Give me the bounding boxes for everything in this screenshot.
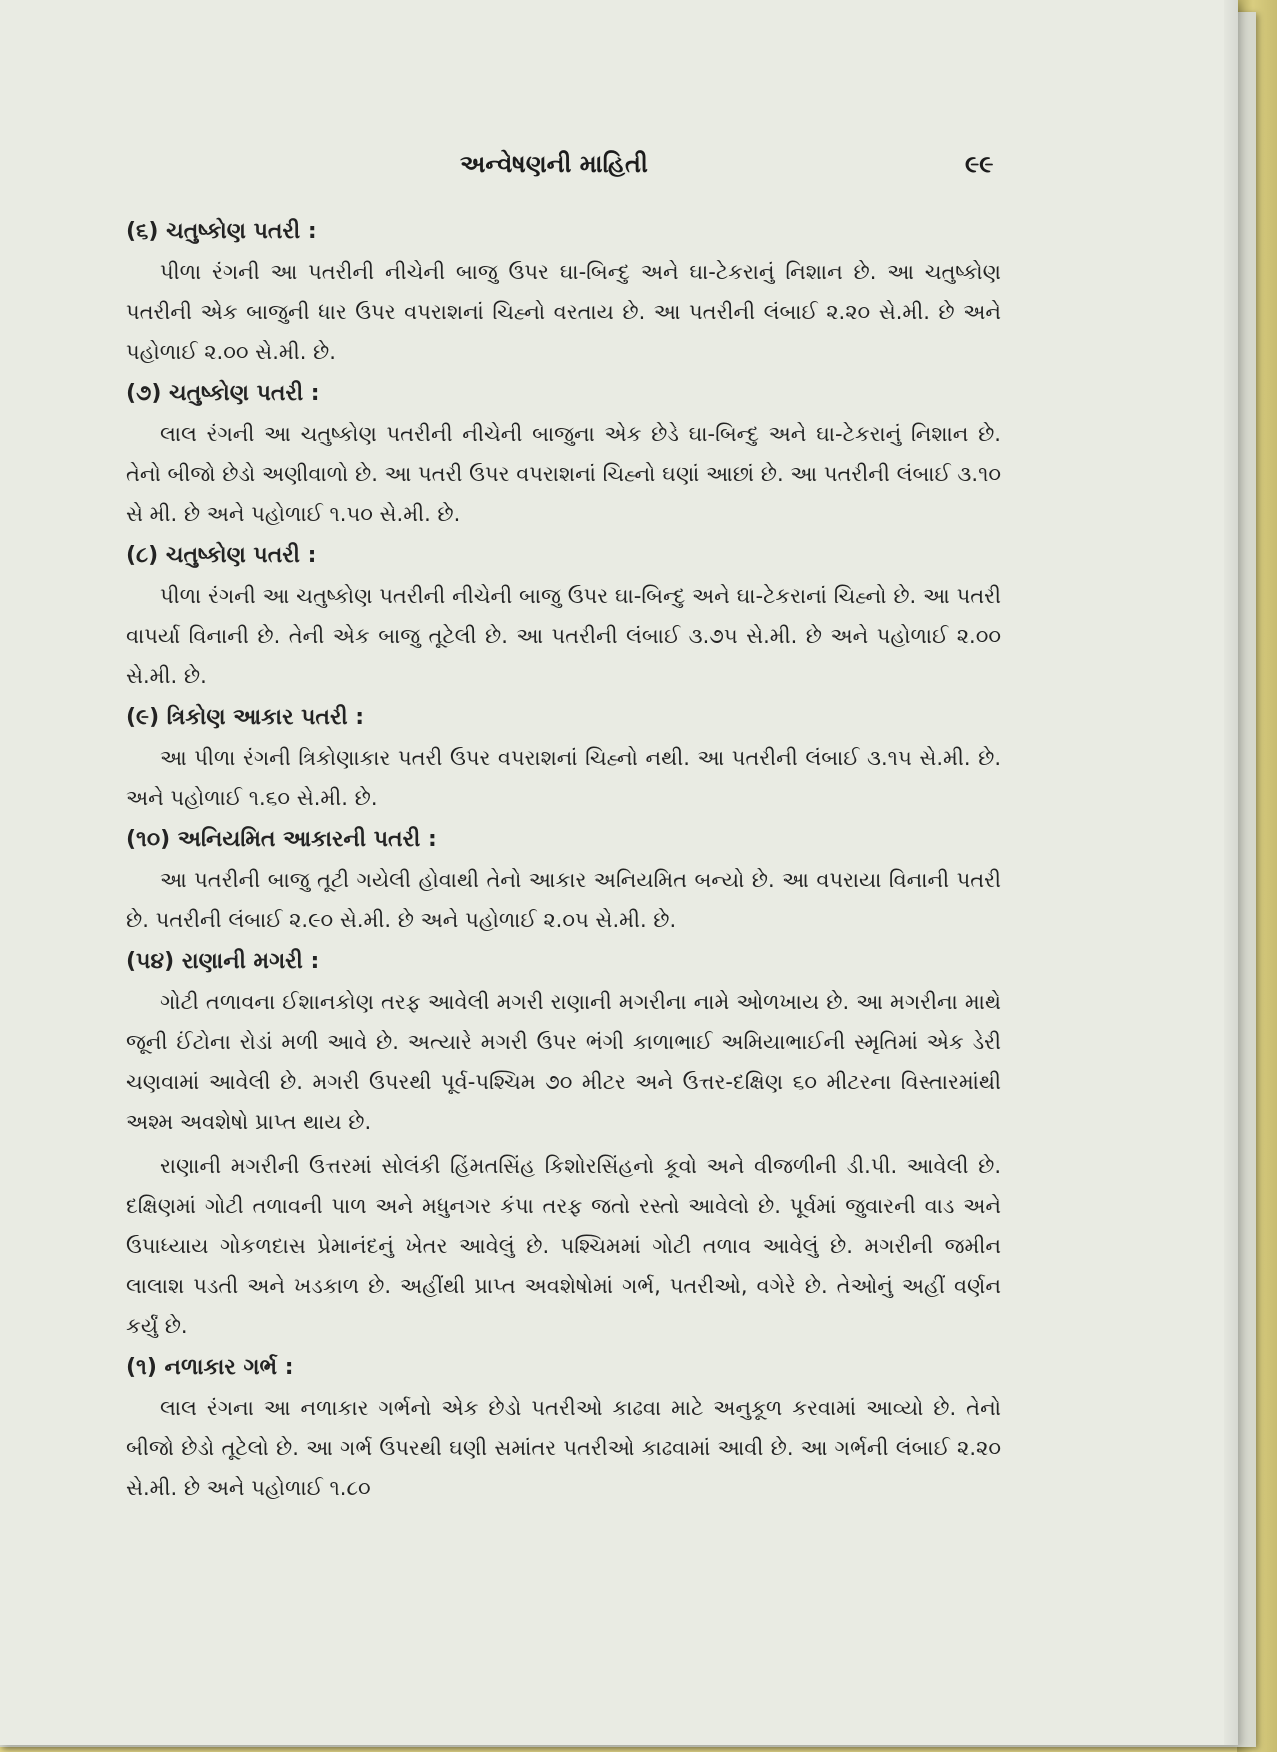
- section-paragraph: ગોટી તળાવના ઈશાનકોણ તરફ આવેલી મગરી રાણાની મગરીના નામે ઓળખાય છે. આ મગરીના માથે જૂની ઈંટોના રોડાં મળી આવે છે. અત્યારે મગરી ઉપર ભંગી કાળાભાઈ અમિયાભાઈની સ્મૃતિમાં એક ડેરી ચણવામાં આવેલી છે. મગરી ઉપરથી પૂર્વ-પશ્ચિમ ૭૦ મીટર અને ઉત્તર-દક્ષિણ ૬૦ મીટરના વિસ્તારમાંથી અશ્મ અવશેષો પ્રાપ્ત થાય છે.: [126, 990, 1001, 1134]
- section-paragraph: પીળા રંગની આ પતરીની નીચેની બાજુ ઉપર ઘા-બિન્દુ અને ઘા-ટેકરાનું નિશાન છે. આ ચતુષ્કોણ પતરીની એક બાજુની ધાર ઉપર વપરાશનાં ચિહ્નો વરતાય છે. આ પતરીની લંબાઈ ૨.૨૦ સે.મી. છે અને પહોળાઈ ૨.૦૦ સે.મી. છે.: [126, 260, 1001, 364]
- header-title: અન્વેષણની માહિતી: [460, 150, 648, 178]
- section-heading-6: (૬) ચતુષ્કોણ પતરી :: [126, 219, 317, 244]
- section-heading-1: (૧) નળાકાર ગર્ભ :: [126, 1355, 294, 1380]
- section-paragraph: આ પીળા રંગની ત્રિકોણાકાર પતરી ઉપર વપરાશનાં ચિહ્નો નથી. આ પતરીની લંબાઈ ૩.૧૫ સે.મી. છે. અને પહોળાઈ ૧.૬૦ સે.મી. છે.: [126, 746, 1001, 810]
- section-heading-9: (૯) ત્રિકોણ આકાર પતરી :: [126, 705, 365, 730]
- section-heading-7: (૭) ચતુષ્કોણ પતરી :: [126, 381, 320, 406]
- section-paragraph: લાલ રંગની આ ચતુષ્કોણ પતરીની નીચેની બાજુના એક છેડે ઘા-બિન્દુ અને ઘા-ટેકરાનું નિશાન છે. તેનો બીજો છેડો અણીવાળો છે. આ પતરી ઉપર વપરાશનાં ચિહ્નો ઘણાં આછાં છે. આ પતરીની લંબાઈ ૩.૧૦ સે મી. છે અને પહોળાઈ ૧.૫૦ સે.મી. છે.: [126, 422, 1001, 526]
- section-heading-8: (૮) ચતુષ્કોણ પતરી :: [126, 543, 317, 568]
- section-paragraph: રાણાની મગરીની ઉત્તરમાં સોલંકી હિંમતસિંહ કિશોરસિંહનો કૂવો અને વીજળીની ડી.પી. આવેલી છે. દક્ષિણમાં ગોટી તળાવની પાળ અને મધુનગર કંપા તરફ જતો રસ્તો આવેલો છે. પૂર્વમાં જુવારની વાડ અને ઉપાધ્યાય ગોકળદાસ પ્રેમાનંદનું ખેતર આવેલું છે. પશ્ચિમમાં ગોટી તળાવ આવેલું છે. મગરીની જમીન લાલાશ પડતી અને ખડકાળ છે. અહીંથી પ્રાપ્ત અવશેષોમાં ગર્ભ, પતરીઓ, વગેરે છે. તેઓનું અહીં વર્ણન કર્યું છે.: [126, 1154, 1001, 1338]
- running-header: [0, 150, 1238, 190]
- page-body: [126, 212, 1001, 1510]
- page-fold-shadow: [1224, 0, 1238, 1745]
- page-number: ૯૯: [965, 150, 994, 178]
- section-heading-10: (૧૦) અનિયમિત આકારની પતરી :: [126, 827, 437, 852]
- section-paragraph: પીળા રંગની આ ચતુષ્કોણ પતરીની નીચેની બાજુ ઉપર ઘા-બિન્દુ અને ઘા-ટેકરાનાં ચિહ્નો છે. આ પતરી વાપર્યા વિનાની છે. તેની એક બાજુ તૂટેલી છે. આ પતરીની લંબાઈ ૩.૭૫ સે.મી. છે અને પહોળાઈ ૨.૦૦ સે.મી. છે.: [126, 584, 1001, 688]
- section-paragraph: લાલ રંગના આ નળાકાર ગર્ભનો એક છેડો પતરીઓ કાઢવા માટે અનુકૂળ કરવામાં આવ્યો છે. તેનો બીજો છેડો તૂટેલો છે. આ ગર્ભ ઉપરથી ઘણી સમાંતર પતરીઓ કાઢવામાં આવી છે. આ ગર્ભની લંબાઈ ૨.૨૦ સે.મી. છે અને પહોળાઈ ૧.૮૦: [126, 1396, 1001, 1500]
- section-paragraph: આ પતરીની બાજુ તૂટી ગયેલી હોવાથી તેનો આકાર અનિયમિત બન્યો છે. આ વપરાયા વિનાની પતરી છે. પતરીની લંબાઈ ૨.૯૦ સે.મી. છે અને પહોળાઈ ૨.૦૫ સે.મી. છે.: [126, 868, 1001, 932]
- section-heading-54: (૫૪) રાણાની મગરી :: [126, 949, 320, 974]
